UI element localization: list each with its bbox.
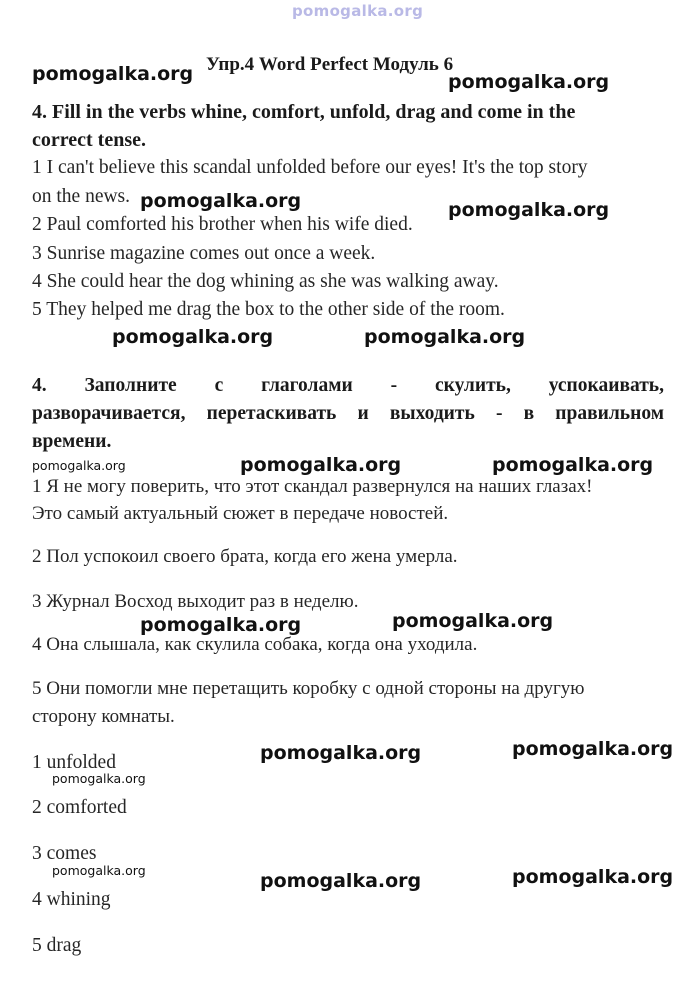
ru-sentence-2: 2 Пол успокоил своего брата, когда его жена умерла. — [32, 546, 458, 567]
ru-heading-line-3: времени. — [32, 431, 112, 452]
watermark: pomogalka.org — [140, 190, 302, 212]
watermark: pomogalka.org — [448, 71, 610, 93]
en-heading-line-2: correct tense. — [32, 129, 147, 151]
watermark: pomogalka.org — [260, 870, 422, 892]
en-sentence-1-line-1: 1 I can't believe this scandal unfolded before our eyes! It's the top story — [32, 157, 588, 178]
watermark: pomogalka.org — [140, 614, 302, 636]
en-sentence-1-line-2: on the news. — [32, 186, 131, 207]
ru-sentence-4: 4 Она слышала, как скулила собака, когда она уходила. — [32, 634, 478, 655]
en-sentence-5: 5 They helped me drag the box to the other side of the room. — [32, 299, 505, 320]
answer-4: 4 whining — [32, 889, 111, 910]
ru-sentence-1-line-1: 1 Я не могу поверить, что этот скандал развернулся на наших глазах! — [32, 476, 593, 497]
ru-sentence-3: 3 Журнал Восход выходит раз в неделю. — [32, 591, 359, 612]
ru-heading-line-2: разворачивается, перетаскивать и выходить - в правильном — [32, 403, 664, 424]
en-sentence-3: 3 Sunrise magazine comes out once a week. — [32, 243, 376, 264]
watermark: pomogalka.org — [512, 738, 674, 760]
watermark: pomogalka.org — [240, 454, 402, 476]
watermark: pomogalka.org — [364, 326, 526, 348]
ru-sentence-5-line-1: 5 Они помогли мне перетащить коробку с одной стороны на другую — [32, 678, 585, 699]
watermark: pomogalka.org — [32, 63, 194, 85]
watermark: pomogalka.org — [32, 458, 126, 473]
answer-2: 2 comforted — [32, 797, 127, 818]
site-header-watermark: pomogalka.org — [292, 2, 424, 20]
watermark: pomogalka.org — [512, 866, 674, 888]
en-sentence-2: 2 Paul comforted his brother when his wife died. — [32, 214, 413, 235]
watermark: pomogalka.org — [392, 610, 554, 632]
watermark: pomogalka.org — [448, 199, 610, 221]
watermark: pomogalka.org — [260, 742, 422, 764]
ru-heading — [32, 372, 664, 456]
ru-heading-line-1: 4. Заполните с глаголами - скулить, успокаивать, — [32, 375, 664, 396]
ru-sentence-5-line-2: сторону комнаты. — [32, 706, 175, 727]
watermark: pomogalka.org — [492, 454, 654, 476]
watermark: pomogalka.org — [52, 863, 146, 878]
page-title: Упр.4 Word Perfect Модуль 6 — [206, 54, 454, 75]
watermark: pomogalka.org — [112, 326, 274, 348]
answer-1: 1 unfolded — [32, 752, 116, 773]
answer-3: 3 comes — [32, 843, 97, 864]
ru-sentence-1-line-2: Это самый актуальный сюжет в передаче новостей. — [32, 503, 449, 524]
watermark: pomogalka.org — [52, 771, 146, 786]
en-heading-line-1: 4. Fill in the verbs whine, comfort, unfold, drag and come in the — [32, 101, 576, 123]
en-sentence-4: 4 She could hear the dog whining as she was walking away. — [32, 271, 499, 292]
answer-5: 5 drag — [32, 935, 82, 956]
